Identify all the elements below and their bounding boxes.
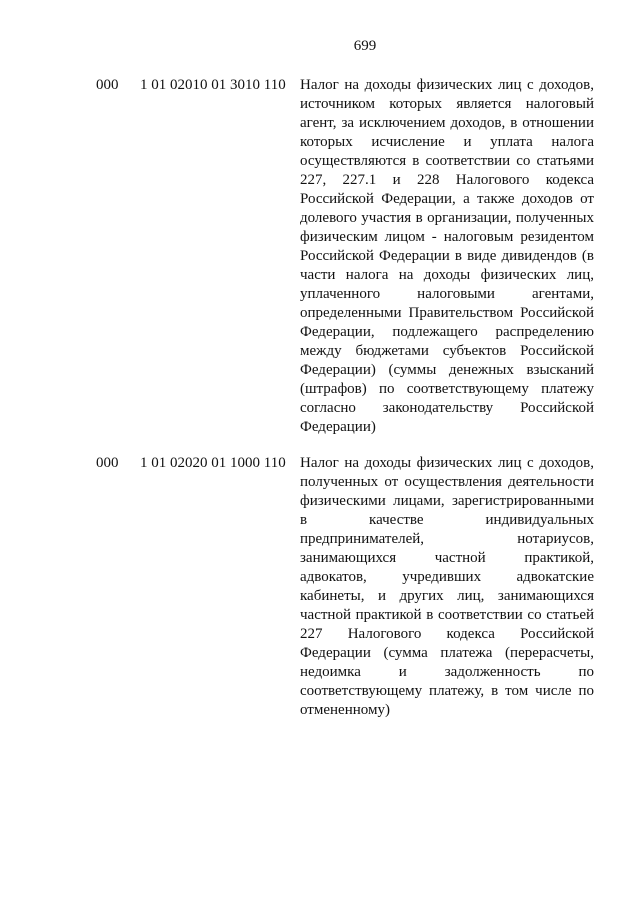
admin-code: 000 (96, 77, 119, 93)
entry-description (300, 454, 594, 720)
description-line: 227 Налогового кодекса Российской (300, 626, 594, 642)
description-line: полученных от осуществления деятельности (300, 474, 594, 490)
description-line: Федерации) (суммы денежных взысканий (300, 362, 594, 378)
description-line: долевого участия в организации, полученных (300, 210, 594, 226)
page-number: 699 (353, 38, 377, 54)
description-line: Федерации) (300, 419, 376, 435)
kbk-code: 1 01 02020 01 1000 110 (140, 455, 286, 471)
description-line: Федерации (сумма платежа (перерасчеты, (300, 645, 594, 661)
admin-code: 000 (96, 455, 119, 471)
description-line: соответствующему платежу, в том числе по (300, 683, 594, 699)
description-line: определенными Правительством Российской (300, 305, 594, 321)
description-line: согласно законодательству Российской (300, 400, 594, 416)
description-line: источником которых является налоговый (300, 96, 594, 112)
description-line: осуществляются в соответствии со статьями (300, 153, 594, 169)
description-line: части налога на доходы физических лиц, (300, 267, 594, 283)
description-line: недоимка и задолженность по (300, 664, 594, 680)
description-line: агент, за исключением доходов, в отношении (300, 115, 594, 131)
description-line: кабинеты, и других лиц, занимающихся (300, 588, 594, 604)
entry-description (300, 76, 594, 437)
description-line: физическим лицом - налоговым резидентом (300, 229, 594, 245)
description-line: Российской Федерации, а также доходов от (300, 191, 594, 207)
description-line: занимающихся частной практикой, (300, 550, 594, 566)
kbk-code: 1 01 02010 01 3010 110 (140, 77, 286, 93)
description-line: между бюджетами субъектов Российской (300, 343, 594, 359)
description-line: Налог на доходы физических лиц с доходов, (300, 77, 594, 93)
description-line: Федерации, подлежащего распределению (300, 324, 594, 340)
description-line: (штрафов) по соответствующему платежу (300, 381, 594, 397)
description-line: Российской Федерации в виде дивидендов (в (300, 248, 594, 264)
description-line: адвокатов, учредивших адвокатские (300, 569, 594, 585)
description-line: в качестве индивидуальных (300, 512, 594, 528)
description-line: Налог на доходы физических лиц с доходов, (300, 455, 594, 471)
description-line: отмененному) (300, 702, 390, 718)
description-line: физическими лицами, зарегистрированными (300, 493, 594, 509)
description-line: которых исчисление и уплата налога (300, 134, 594, 150)
description-line: предпринимателей, нотариусов, (300, 531, 594, 547)
description-line: уплаченного налоговыми агентами, (300, 286, 594, 302)
description-line: частной практикой в соответствии со статьей (300, 607, 594, 623)
description-line: 227, 227.1 и 228 Налогового кодекса (300, 172, 594, 188)
